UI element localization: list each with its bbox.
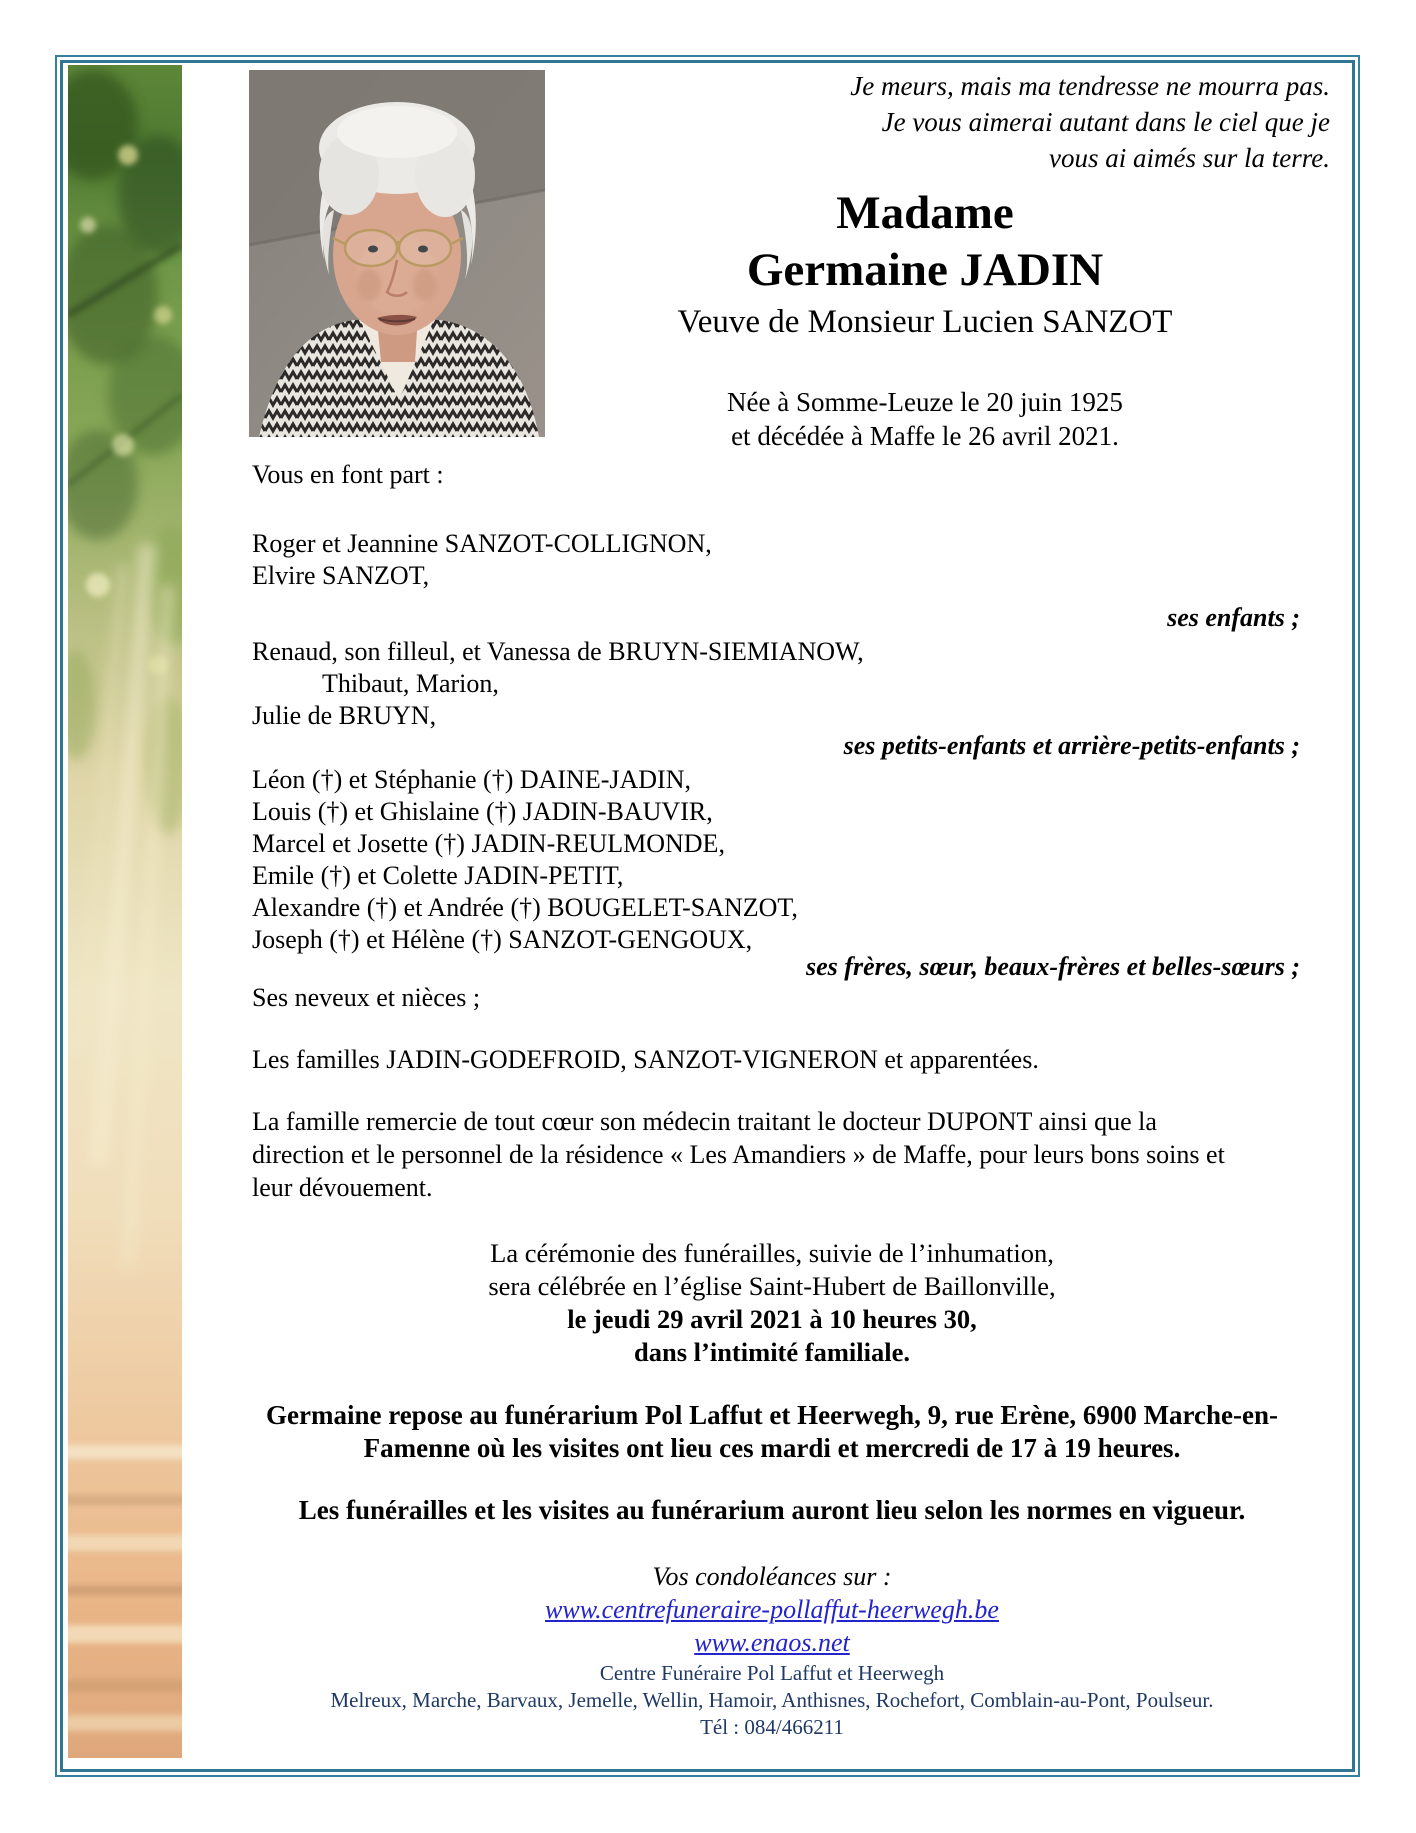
condolences-link-enaos[interactable]: www.enaos.net — [694, 1628, 850, 1657]
ceremony-date-line: le jeudi 29 avril 2021 à 10 heures 30, — [567, 1304, 977, 1334]
footer-phone: Tél : 084/466211 — [700, 1715, 844, 1739]
thanks-line: La famille remercie de tout cœur son médecin traitant le docteur DUPONT ainsi que la — [252, 1107, 1157, 1136]
ceremony-privacy-line: dans l’intimité familiale. — [633, 1337, 911, 1367]
repose-line: Famenne où les visites ont lieu ces mardi et mercredi de 17 à 19 heures. — [363, 1433, 1181, 1463]
family-member-line: Joseph (†) et Hélène (†) SANZOT-GENGOUX, — [252, 925, 753, 954]
related-families-line: Les familles JADIN-GODEFROID, SANZOT-VIGNERON et apparentées. — [252, 1045, 1039, 1074]
funeral-home-footer — [182, 1660, 1362, 1741]
family-member-line: Alexandre (†) et Andrée (†) BOUGELET-SANZOT, — [252, 893, 798, 922]
family-member-line: Louis (†) et Ghislaine (†) JADIN-BAUVIR, — [252, 797, 713, 826]
relation-label-children: ses enfants ; — [1167, 603, 1300, 632]
family-member-line: Emile (†) et Colette JADIN-PETIT, — [252, 861, 624, 890]
widow-subtitle: Veuve de Monsieur Lucien SANZOT — [677, 304, 1173, 340]
forest-path-photo — [68, 65, 182, 1758]
norms-line: Les funérailles et les visites au funérarium auront lieu selon les normes en vigueur. — [298, 1495, 1246, 1525]
deceased-name: Germaine JADIN — [746, 244, 1104, 296]
death-line: et décédée à Maffe le 26 avril 2021. — [731, 421, 1119, 451]
nephews-line: Ses neveux et nièces ; — [252, 983, 481, 1012]
memorial-quote — [690, 68, 1330, 176]
birth-line: Née à Somme-Leuze le 20 juin 1925 — [727, 387, 1123, 417]
quote-line: Je meurs, mais ma tendresse ne mourra pas. — [850, 71, 1330, 101]
footer-company-name: Centre Funéraire Pol Laffut et Heerwegh — [599, 1661, 945, 1685]
ceremony-line: sera célébrée en l’église Saint-Hubert de Baillonville, — [488, 1271, 1056, 1301]
footer-locations: Melreux, Marche, Barvaux, Jemelle, Wellin, Hamoir, Anthisnes, Rochefort, Comblain-au-Pont, Poulseur. — [330, 1688, 1214, 1712]
ceremony-line: La cérémonie des funérailles, suivie de l’inhumation, — [490, 1238, 1054, 1268]
family-member-line: Renaud, son filleul, et Vanessa de BRUYN-SIEMIANOW, — [252, 637, 864, 666]
repose-line: Germaine repose au funérarium Pol Laffut et Heerwegh, 9, rue Erène, 6900 Marche-en- — [265, 1400, 1279, 1430]
thanks-paragraph — [252, 1105, 1300, 1204]
family-member-line: Elvire SANZOT, — [252, 561, 430, 590]
announcement-intro: Vous en font part : — [252, 460, 444, 489]
family-member-line: Julie de BRUYN, — [252, 701, 437, 730]
quote-line: vous ai aimés sur la terre. — [1049, 143, 1330, 173]
quote-line: Je vous aimerai autant dans le ciel que je — [881, 107, 1330, 137]
family-member-line: Marcel et Josette (†) JADIN-REULMONDE, — [252, 829, 725, 858]
relation-label-siblings: ses frères, sœur, beaux-frères et belles-sœurs ; — [806, 952, 1300, 981]
repose-block — [182, 1399, 1362, 1465]
thanks-line: leur dévouement. — [252, 1173, 433, 1202]
thanks-line: direction et le personnel de la résidence « Les Amandiers » de Maffe, pour leurs bons soins et — [252, 1140, 1225, 1169]
condolences-label: Vos condoléances sur : — [652, 1562, 892, 1591]
relation-label-grandchildren: ses petits-enfants et arrière-petits-enfants ; — [843, 731, 1300, 760]
family-member-line: Thibaut, Marion, — [322, 669, 499, 698]
family-member-line: Roger et Jeannine SANZOT-COLLIGNON, — [252, 529, 712, 558]
family-list — [252, 528, 1300, 1076]
family-member-line: Léon (†) et Stéphanie (†) DAINE-JADIN, — [252, 765, 691, 794]
ceremony-block — [182, 1237, 1362, 1369]
life-dates — [545, 385, 1305, 453]
portrait-photo — [249, 70, 545, 437]
condolences-link-funeral-home[interactable]: www.centrefuneraire-pollaffut-heerwegh.be — [545, 1595, 999, 1624]
title-block — [545, 185, 1305, 453]
title-madame: Madame — [836, 187, 1014, 239]
condolences-block — [182, 1560, 1362, 1659]
